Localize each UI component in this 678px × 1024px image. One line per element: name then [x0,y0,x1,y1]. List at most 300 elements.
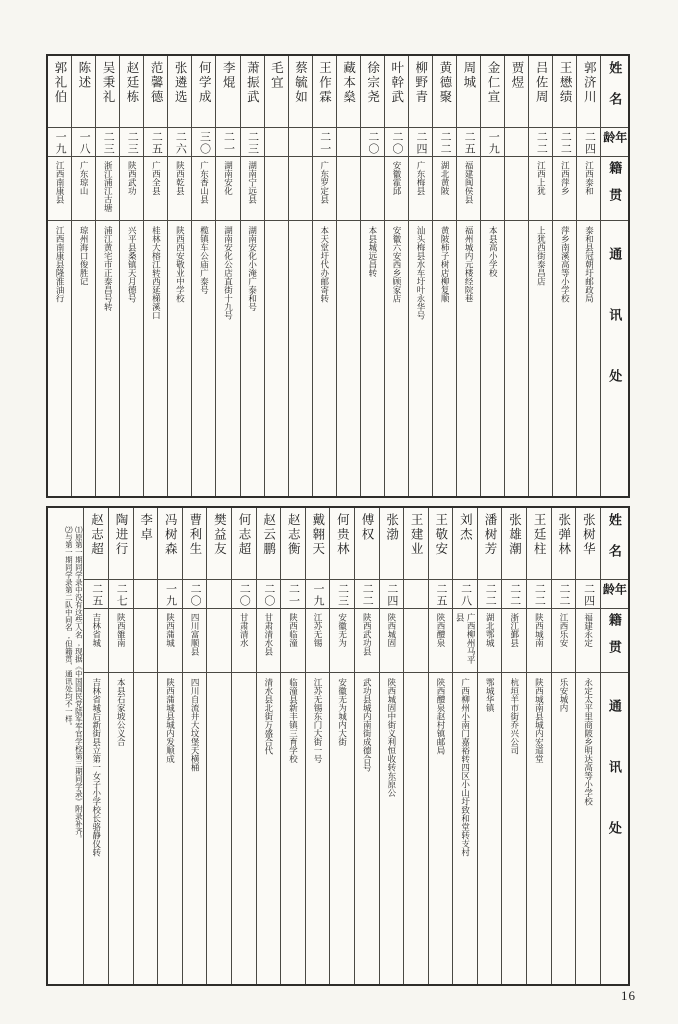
address-cell [553,220,576,496]
roster-table-top [46,54,630,498]
age-cell [134,579,158,608]
person-origin: 江西南康县 [55,161,66,204]
roster-column [158,508,183,984]
roster-column [505,56,529,496]
person-name: 蔡毓如 [293,61,308,105]
person-name: 张渤 [384,513,399,542]
address-cell [433,220,456,496]
person-address: 安徽六安西乡顾家店 [391,226,402,303]
person-age: 二〇 [238,583,251,607]
person-name: 黄德聚 [437,61,452,105]
age-cell [553,127,576,156]
address-cell [355,672,379,984]
person-age: 二四 [583,131,596,155]
age-cell [385,127,408,156]
age-cell [241,127,264,156]
person-address: 永定太平里商陂乡明达高等小学校 [583,678,594,806]
roster-column [361,56,385,496]
age-cell [330,579,354,608]
name-cell [330,508,354,579]
name-cell [232,508,256,579]
roster-column [330,508,355,984]
person-age: 二八 [459,583,472,607]
roster-column [433,56,457,496]
address-cell [134,672,158,984]
person-origin: 湖北鄂城 [485,613,496,647]
person-name: 王作霖 [317,61,332,105]
person-age: 二〇 [366,131,379,155]
tables-wrap [46,54,630,986]
origin-cell [385,156,408,220]
person-origin: 甘肃清水 [239,613,250,647]
age-cell [478,579,502,608]
person-name: 曹利生 [187,513,202,557]
name-cell [457,56,480,127]
name-cell [144,56,167,127]
address-cell [478,672,502,984]
age-cell [576,579,600,608]
roster-column [337,56,361,496]
person-address: 四川自流井大坟堡天横桶 [190,678,201,772]
name-cell [529,56,552,127]
origin-cell [577,156,600,220]
person-origin: 陕西武功 [127,161,138,195]
name-cell [478,508,502,579]
age-cell [84,579,108,608]
person-age: 二〇 [189,583,202,607]
address-cell [577,220,600,496]
person-name: 傅权 [359,513,374,542]
age-cell [192,127,215,156]
person-age: 二五 [463,131,476,155]
header-age-cell [601,579,628,608]
age-cell [109,579,133,608]
origin-cell [232,608,256,672]
age-cell [453,579,477,608]
roster-column [457,56,481,496]
person-age: 一九 [312,583,325,607]
person-address: 江苏无锡东门大街一号 [313,678,324,763]
name-cell [385,56,408,127]
roster-column [241,56,265,496]
person-origin: 陕西乾县 [175,161,186,195]
origin-cell [453,608,477,672]
name-cell [505,56,528,127]
person-age: 二二 [484,583,497,607]
name-cell [48,56,71,127]
roster-column [553,56,577,496]
age-cell [313,127,336,156]
age-cell [527,579,551,608]
person-name: 陶进行 [114,513,129,557]
person-age: 二三 [246,131,259,155]
age-cell [577,127,600,156]
header-age-label: 年龄 [601,131,628,145]
person-name: 何学成 [197,61,212,105]
address-cell [502,672,526,984]
origin-cell [529,156,552,220]
name-cell [207,508,231,579]
name-cell [72,56,95,127]
person-address: 榄镇车公庙广泰号 [199,226,210,294]
person-age: 二七 [115,583,128,607]
origin-cell [144,156,167,220]
age-cell [216,127,239,156]
person-age: 二三 [336,583,349,607]
person-name: 叶幹武 [389,61,404,105]
person-age: 二四 [582,583,595,607]
address-cell [306,672,330,984]
person-origin: 甘肃清水县 [263,613,274,656]
header-origin-cell [601,608,628,672]
header-address-cell [601,220,628,496]
origin-cell [502,608,526,672]
roster-column [216,56,240,496]
person-name: 樊益友 [212,513,227,557]
origin-cell [120,156,143,220]
footnotes-column [48,508,84,984]
origin-cell [355,608,379,672]
name-cell [433,56,456,127]
person-age: 二五 [90,583,103,607]
roster-column [144,56,168,496]
person-age: 二二 [361,583,374,607]
address-cell [241,220,264,496]
person-name: 赵志衡 [286,513,301,557]
header-address-label: 通讯处 [607,247,623,430]
header-name-cell [601,56,628,127]
address-cell [385,220,408,496]
address-cell [337,220,360,496]
origin-cell [134,608,158,672]
person-address: 黄陂柿子树店柳复顺 [440,226,451,303]
roster-column [289,56,313,496]
address-cell [289,220,312,496]
origin-cell [289,156,312,220]
age-cell [380,579,404,608]
roster-column [84,508,109,984]
person-age: 一九 [164,583,177,607]
page-number: 16 [621,988,636,1003]
person-name: 郭济川 [582,61,597,105]
person-origin: 陕西武功县 [362,613,373,656]
person-address: 本县城远昌转 [367,226,378,277]
origin-cell [361,156,384,220]
roster-column [385,56,409,496]
person-origin: 广东罗定县 [319,161,330,204]
address-cell [529,220,552,496]
header-origin-label: 籍贯 [606,613,622,667]
person-origin: 江西萍乡 [560,161,571,195]
age-cell [207,579,231,608]
name-cell [84,508,108,579]
person-origin: 湖北黄陂 [440,161,451,195]
name-cell [481,56,504,127]
person-address: 陕西蒲城县城内发顺成 [165,678,176,763]
name-cell [404,508,428,579]
person-name: 戴翱天 [310,513,325,557]
name-cell [192,56,215,127]
person-name: 贾煜 [510,61,524,90]
origin-cell [433,156,456,220]
person-name: 吴秉礼 [100,61,115,105]
person-age: 一九 [487,131,500,155]
roster-column [306,508,331,984]
name-cell [168,56,191,127]
person-name: 王敬安 [433,513,448,557]
name-cell [553,56,576,127]
roster-column [281,508,306,984]
origin-cell [158,608,182,672]
name-cell [313,56,336,127]
person-origin: 江西泰和 [584,161,595,195]
person-address: 本天堂圩代办邮寄转 [319,226,330,303]
roster-column [120,56,144,496]
address-cell [216,220,239,496]
origin-cell [96,156,119,220]
address-cell [409,220,432,496]
address-cell [453,672,477,984]
header-name-label: 姓名 [607,61,623,123]
roster-column [453,508,478,984]
roster-table-bottom [46,506,630,986]
person-origin: 四川富顺县 [190,613,201,656]
person-address: 兴平县桑镇天月德号 [127,226,138,303]
person-origin: 湖南宁远县 [247,161,258,204]
age-cell [183,579,207,608]
person-address: 上犹西街泰昌店 [536,226,547,286]
age-cell [72,127,95,156]
name-cell [96,56,119,127]
person-name: 王廷柱 [532,513,547,557]
person-address: 泰和县冠朝圩邮政局 [584,226,595,303]
age-cell [337,127,360,156]
person-name: 王懋绩 [558,61,573,105]
header-column [601,508,628,984]
roster-column [552,508,577,984]
roster-column [527,508,552,984]
origin-cell [72,156,95,220]
origin-cell [313,156,336,220]
header-name-label: 姓名 [606,513,622,575]
person-name: 潘树芳 [482,513,497,557]
age-cell [481,127,504,156]
address-cell [183,672,207,984]
person-name: 藏本燊 [341,61,356,105]
person-origin: 安徽霍邱 [391,161,402,195]
age-cell [158,579,182,608]
person-age: 二二 [508,583,521,607]
person-age: 二四 [415,131,427,155]
person-name: 张弹林 [556,513,571,557]
origin-cell [330,608,354,672]
roster-column [481,56,505,496]
name-cell [281,508,305,579]
address-cell [380,672,404,984]
roster-column [576,508,601,984]
address-cell [505,220,528,496]
name-cell [158,508,182,579]
address-cell [207,672,231,984]
roster-column [48,56,72,496]
person-name: 陈述 [76,61,91,90]
roster-column [380,508,405,984]
roster-column [355,508,380,984]
person-origin: 浙江鄞县 [509,613,520,647]
person-origin: 陕西醴泉 [436,613,446,647]
origin-cell [429,608,453,672]
origin-cell [553,156,576,220]
person-origin: 陕西城固 [386,613,397,647]
name-cell [453,508,477,579]
person-address: 福州城内元楼经院巷 [464,226,475,303]
origin-cell [478,608,502,672]
address-cell [361,220,384,496]
address-cell [552,672,576,984]
roster-column [72,56,96,496]
person-origin: 广东梅县 [416,161,426,195]
person-age: 二五 [150,131,163,155]
person-name: 王建业 [409,513,424,557]
header-name-cell [601,508,628,579]
person-name: 李卓 [138,513,153,542]
header-age-cell [601,127,628,156]
age-cell [529,127,552,156]
origin-cell [576,608,600,672]
person-address: 乐安城内 [558,678,569,712]
header-column [601,56,628,496]
roster-column [313,56,337,496]
origin-cell [265,156,288,220]
person-origin: 陕西蒲城 [165,613,176,647]
person-age: 二一 [318,131,331,155]
person-address: 江西南康县隆淮油行 [55,226,66,303]
origin-cell [337,156,360,220]
origin-cell [241,156,264,220]
person-address: 陕西城南县城内宏道堂 [534,678,545,763]
person-age: 二一 [287,583,300,607]
person-address: 湖南安化公店直街十九号 [223,226,234,320]
name-cell [306,508,330,579]
roster-column [207,508,232,984]
name-cell [502,508,526,579]
name-cell [337,56,360,127]
person-name: 李焜 [221,61,236,90]
person-address: 本县石家坡公义合 [116,678,127,746]
person-age: 二二 [533,583,546,607]
origin-cell [192,156,215,220]
origin-cell [306,608,330,672]
age-cell [404,579,428,608]
person-age: 二二 [559,131,572,155]
address-cell [168,220,191,496]
address-cell [192,220,215,496]
age-cell [96,127,119,156]
person-address: 桂林大榕江转西延梯溪口 [151,226,162,320]
address-cell [404,672,428,984]
age-cell [120,127,143,156]
person-name: 张雄潮 [507,513,522,557]
person-address: 本县高小学校 [488,226,499,277]
name-cell [355,508,379,579]
name-cell [552,508,576,579]
person-name: 金仁宣 [485,61,500,105]
address-cell [527,672,551,984]
address-cell [84,672,108,984]
roster-column [409,56,433,496]
person-name: 何贵林 [335,513,350,557]
person-origin: 安徽无为 [337,613,348,647]
person-address: 浦江黄宅市正泰昌号转 [103,226,114,311]
person-origin: 陕西雒南 [116,613,127,647]
origin-cell [48,156,71,220]
person-address: 鄂城华镇 [485,678,496,712]
person-origin: 陕西临潼 [288,613,299,647]
name-cell [380,508,404,579]
age-cell [232,579,256,608]
person-origin: 广西全县 [151,161,162,195]
person-origin: 江西上犹 [536,161,547,195]
person-name: 赵廷栋 [125,61,139,105]
address-cell [257,672,281,984]
person-origin: 浙江浦江古塘 [103,161,114,212]
footnote-2: ⑵与第一期同学录第二队中同名,但籍贯、通讯处均不一样。 [64,526,74,730]
person-name: 范馨德 [149,61,164,105]
person-age: 二二 [535,131,548,155]
person-address: 湖南安化小淹广泰和号 [247,226,258,311]
person-origin: 广西柳州马平县 [455,613,477,664]
person-name: 何志超 [237,513,251,557]
roster-column [502,508,527,984]
person-name: 赵云鹏 [261,513,276,557]
origin-cell [84,608,108,672]
address-cell [330,672,354,984]
person-address: 陕西醴泉赵村镇邮局 [436,678,446,755]
person-name: 赵志超 [89,513,104,557]
address-cell [144,220,167,496]
person-name: 毛宜 [269,61,284,90]
age-cell [429,579,453,608]
origin-cell [380,608,404,672]
address-cell [72,220,95,496]
origin-cell [404,608,428,672]
person-age: 二六 [174,131,187,155]
person-origin: 江西乐安 [558,613,569,647]
person-age: 二四 [385,583,398,607]
origin-cell [505,156,528,220]
person-age: 三〇 [198,131,211,155]
age-cell [409,127,432,156]
address-cell [48,220,71,496]
person-origin: 福建闽侯县 [464,161,475,204]
person-address: 广西柳州小南门嘉裕转四区小山圩致和堂转支村 [460,678,471,857]
person-address: 琼州海口俊胜记 [79,226,90,286]
address-cell [109,672,133,984]
person-address: 萍乡南溪高等小学校 [560,226,571,303]
origin-cell [183,608,207,672]
header-age-label: 年龄 [601,583,628,597]
person-name: 刘杰 [458,513,473,542]
origin-cell [481,156,504,220]
age-cell [433,127,456,156]
roster-column [404,508,429,984]
origin-cell [552,608,576,672]
header-origin-cell [601,156,628,220]
origin-cell [216,156,239,220]
person-name: 冯树森 [163,513,178,557]
age-cell [502,579,526,608]
roster-column [134,508,159,984]
